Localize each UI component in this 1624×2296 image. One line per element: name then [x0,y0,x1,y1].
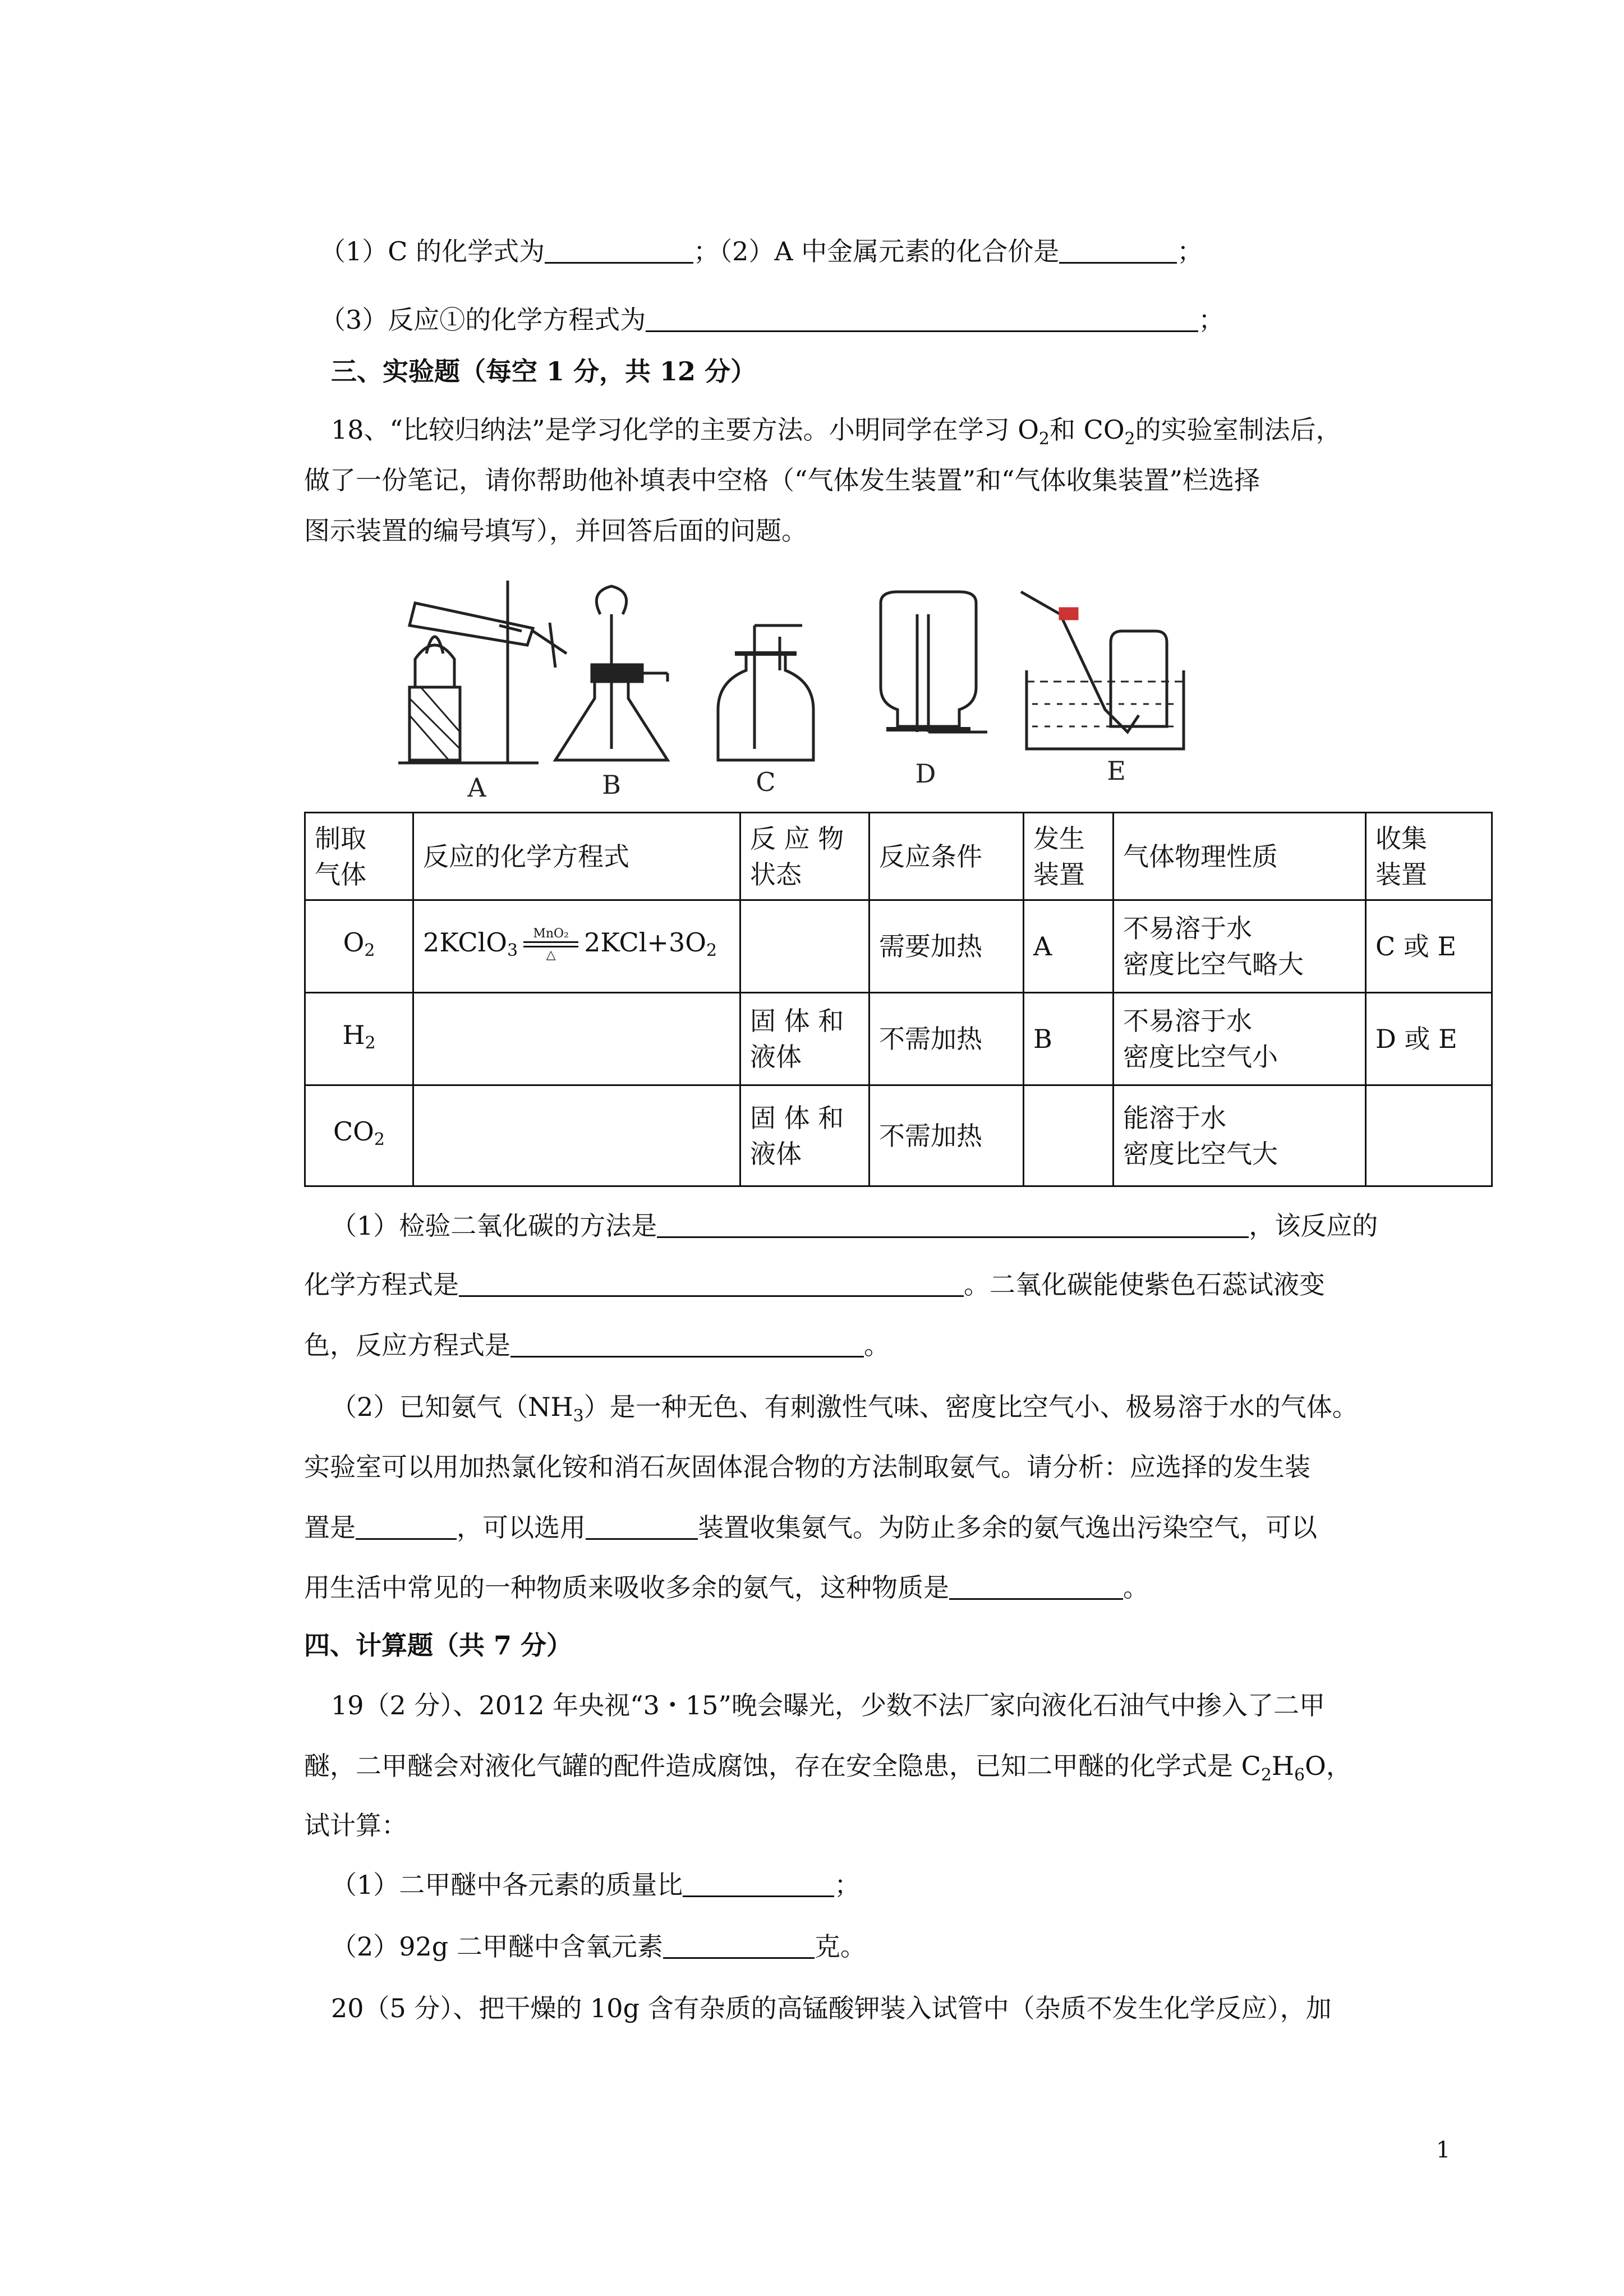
part-1-line3: 色，反应方程式是 。 [304,1330,890,1360]
label-e: E [1107,756,1126,786]
part-2-line1: （2）已知氨气$(NH_3)$是一种无色、有刺激性气味、密度比空气小、极易溶于水的气体。 [331,1392,1358,1426]
cell-collector: D 或 E [1366,993,1492,1085]
cell-property: 不易溶于水 密度比空气略大 [1114,900,1366,993]
cell-generator[interactable] [1024,1085,1114,1186]
cell-collector: C 或 E [1366,900,1492,993]
label-a: A [467,772,486,799]
question-18-line2: 做了一份笔记，请你帮助他补填表中空格（“气体发生装置”和“气体收集装置”栏选择 [304,465,1260,495]
cell-state[interactable] [740,900,869,993]
answer-blank[interactable] [683,1870,834,1897]
cell-condition: 需要加热 [869,900,1024,993]
apparatus-d [881,592,987,732]
answer-blank[interactable] [663,1931,815,1959]
gas-preparation-table [304,812,1493,1187]
cell-equation[interactable] [413,1085,740,1186]
page-number: 1 [1436,2137,1451,2163]
cell-equation: 2KClO$_3$ MnO₂ △ $2KCl+3O_2$ [413,900,740,993]
table-header-row [305,813,1492,900]
header-gas: 制取 气体 [305,813,413,900]
apparatus-e [1021,592,1184,749]
cell-condition: 不需加热 [869,993,1024,1085]
part-1-line1: （1）检验二氧化碳的方法是 ，该反应的 [331,1211,1378,1241]
cell-generator: B [1024,993,1114,1085]
question-19-part1: （1）二甲醚中各元素的质量比 ； [331,1870,861,1900]
cell-gas: $H_2$ [305,993,413,1085]
apparatus-a [398,581,567,763]
question-19-line2: 醚，二甲醚会对液化气罐的配件造成腐蚀，存在安全隐患，已知二甲醚的化学式是 $C_2H_6O$， [304,1751,1352,1785]
answer-blank[interactable] [586,1512,698,1540]
cell-generator: A [1024,900,1114,993]
question-17-3: （3）反应①的化学方程式为 ； [320,305,1225,335]
part-2-line2: 实验室可以用加热氯化铵和消石灰固体混合物的方法制取氨气。请分析：应选择的发生装 [304,1452,1310,1482]
question-19-line3: 试计算： [304,1810,407,1841]
cell-gas: $CO_2$ [305,1085,413,1186]
part-2-line4: 用生活中常见的一种物质来吸收多余的氨气，这种物质是 。 [304,1572,1149,1603]
section-4-heading: 四、计算题（共 7 分） [304,1630,573,1660]
header-property: 气体物理性质 [1114,813,1366,900]
question-17-1: （1）C 的化学式为 ；（2）A 中金属元素的化合价是 ； [320,236,1203,266]
label-d: D [915,758,936,789]
section-3-heading: 三、实验题（每空 1 分，共 12 分） [331,356,757,386]
cell-state: 固 体 和 液体 [740,1085,869,1186]
apparatus-b [555,586,668,760]
answer-blank[interactable] [657,1211,1249,1238]
answer-blank[interactable] [1059,236,1177,264]
cell-equation[interactable] [413,993,740,1085]
table-row [305,993,1492,1085]
cell-property: 不易溶于水 密度比空气小 [1114,993,1366,1085]
apparatus-c [718,625,813,760]
answer-blank[interactable] [545,236,693,264]
table-row [305,900,1492,993]
header-condition: 反应条件 [869,813,1024,900]
header-state: 反 应 物 状态 [740,813,869,900]
cell-collector[interactable] [1366,1085,1492,1186]
label-b: B [602,770,621,799]
reaction-arrow: MnO₂ △ [520,933,582,956]
question-19-line1: 19（2 分）、2012 年央视“3・15”晚会曝光，少数不法厂家向液化石油气中掺入了二甲 [331,1690,1325,1720]
answer-blank[interactable] [459,1269,964,1297]
label-c: C [756,767,776,797]
answer-blank[interactable] [510,1330,864,1358]
cell-gas: $O_2$ [305,900,413,993]
part-1-line2: 化学方程式是 。二氧化碳能使紫色石蕊试液变 [304,1269,1325,1300]
question-18-line3: 图示装置的编号填写），并回答后面的问题。 [304,516,807,546]
header-generator: 发生 装置 [1024,813,1114,900]
cell-property: 能溶于水 密度比空气大 [1114,1085,1366,1186]
question-20-line1: 20（5 分）、把干燥的 10g 含有杂质的高锰酸钾装入试管中（杂质不发生化学反应），加 [331,1993,1332,2023]
header-collector: 收集 装置 [1366,813,1492,900]
answer-blank[interactable] [646,305,1198,332]
answer-blank[interactable] [356,1512,457,1540]
cell-state: 固 体 和 液体 [740,993,869,1085]
cell-condition: 不需加热 [869,1085,1024,1186]
header-equation: 反应的化学方程式 [413,813,740,900]
answer-blank[interactable] [949,1572,1123,1600]
part-2-line3: 置是 ，可以选用 装置收集氨气。为防止多余的氨气逸出污染空气，可以 [304,1512,1317,1543]
apparatus-figure [365,569,1251,799]
question-18-line1: 18、“比较归纳法”是学习化学的主要方法。小明同学在学习 $O_2$和 $CO_2$的实验室制法后， [331,415,1342,449]
question-19-part2: （2）92g 二甲醚中含氧元素 克。 [331,1931,866,1962]
table-row [305,1085,1492,1186]
